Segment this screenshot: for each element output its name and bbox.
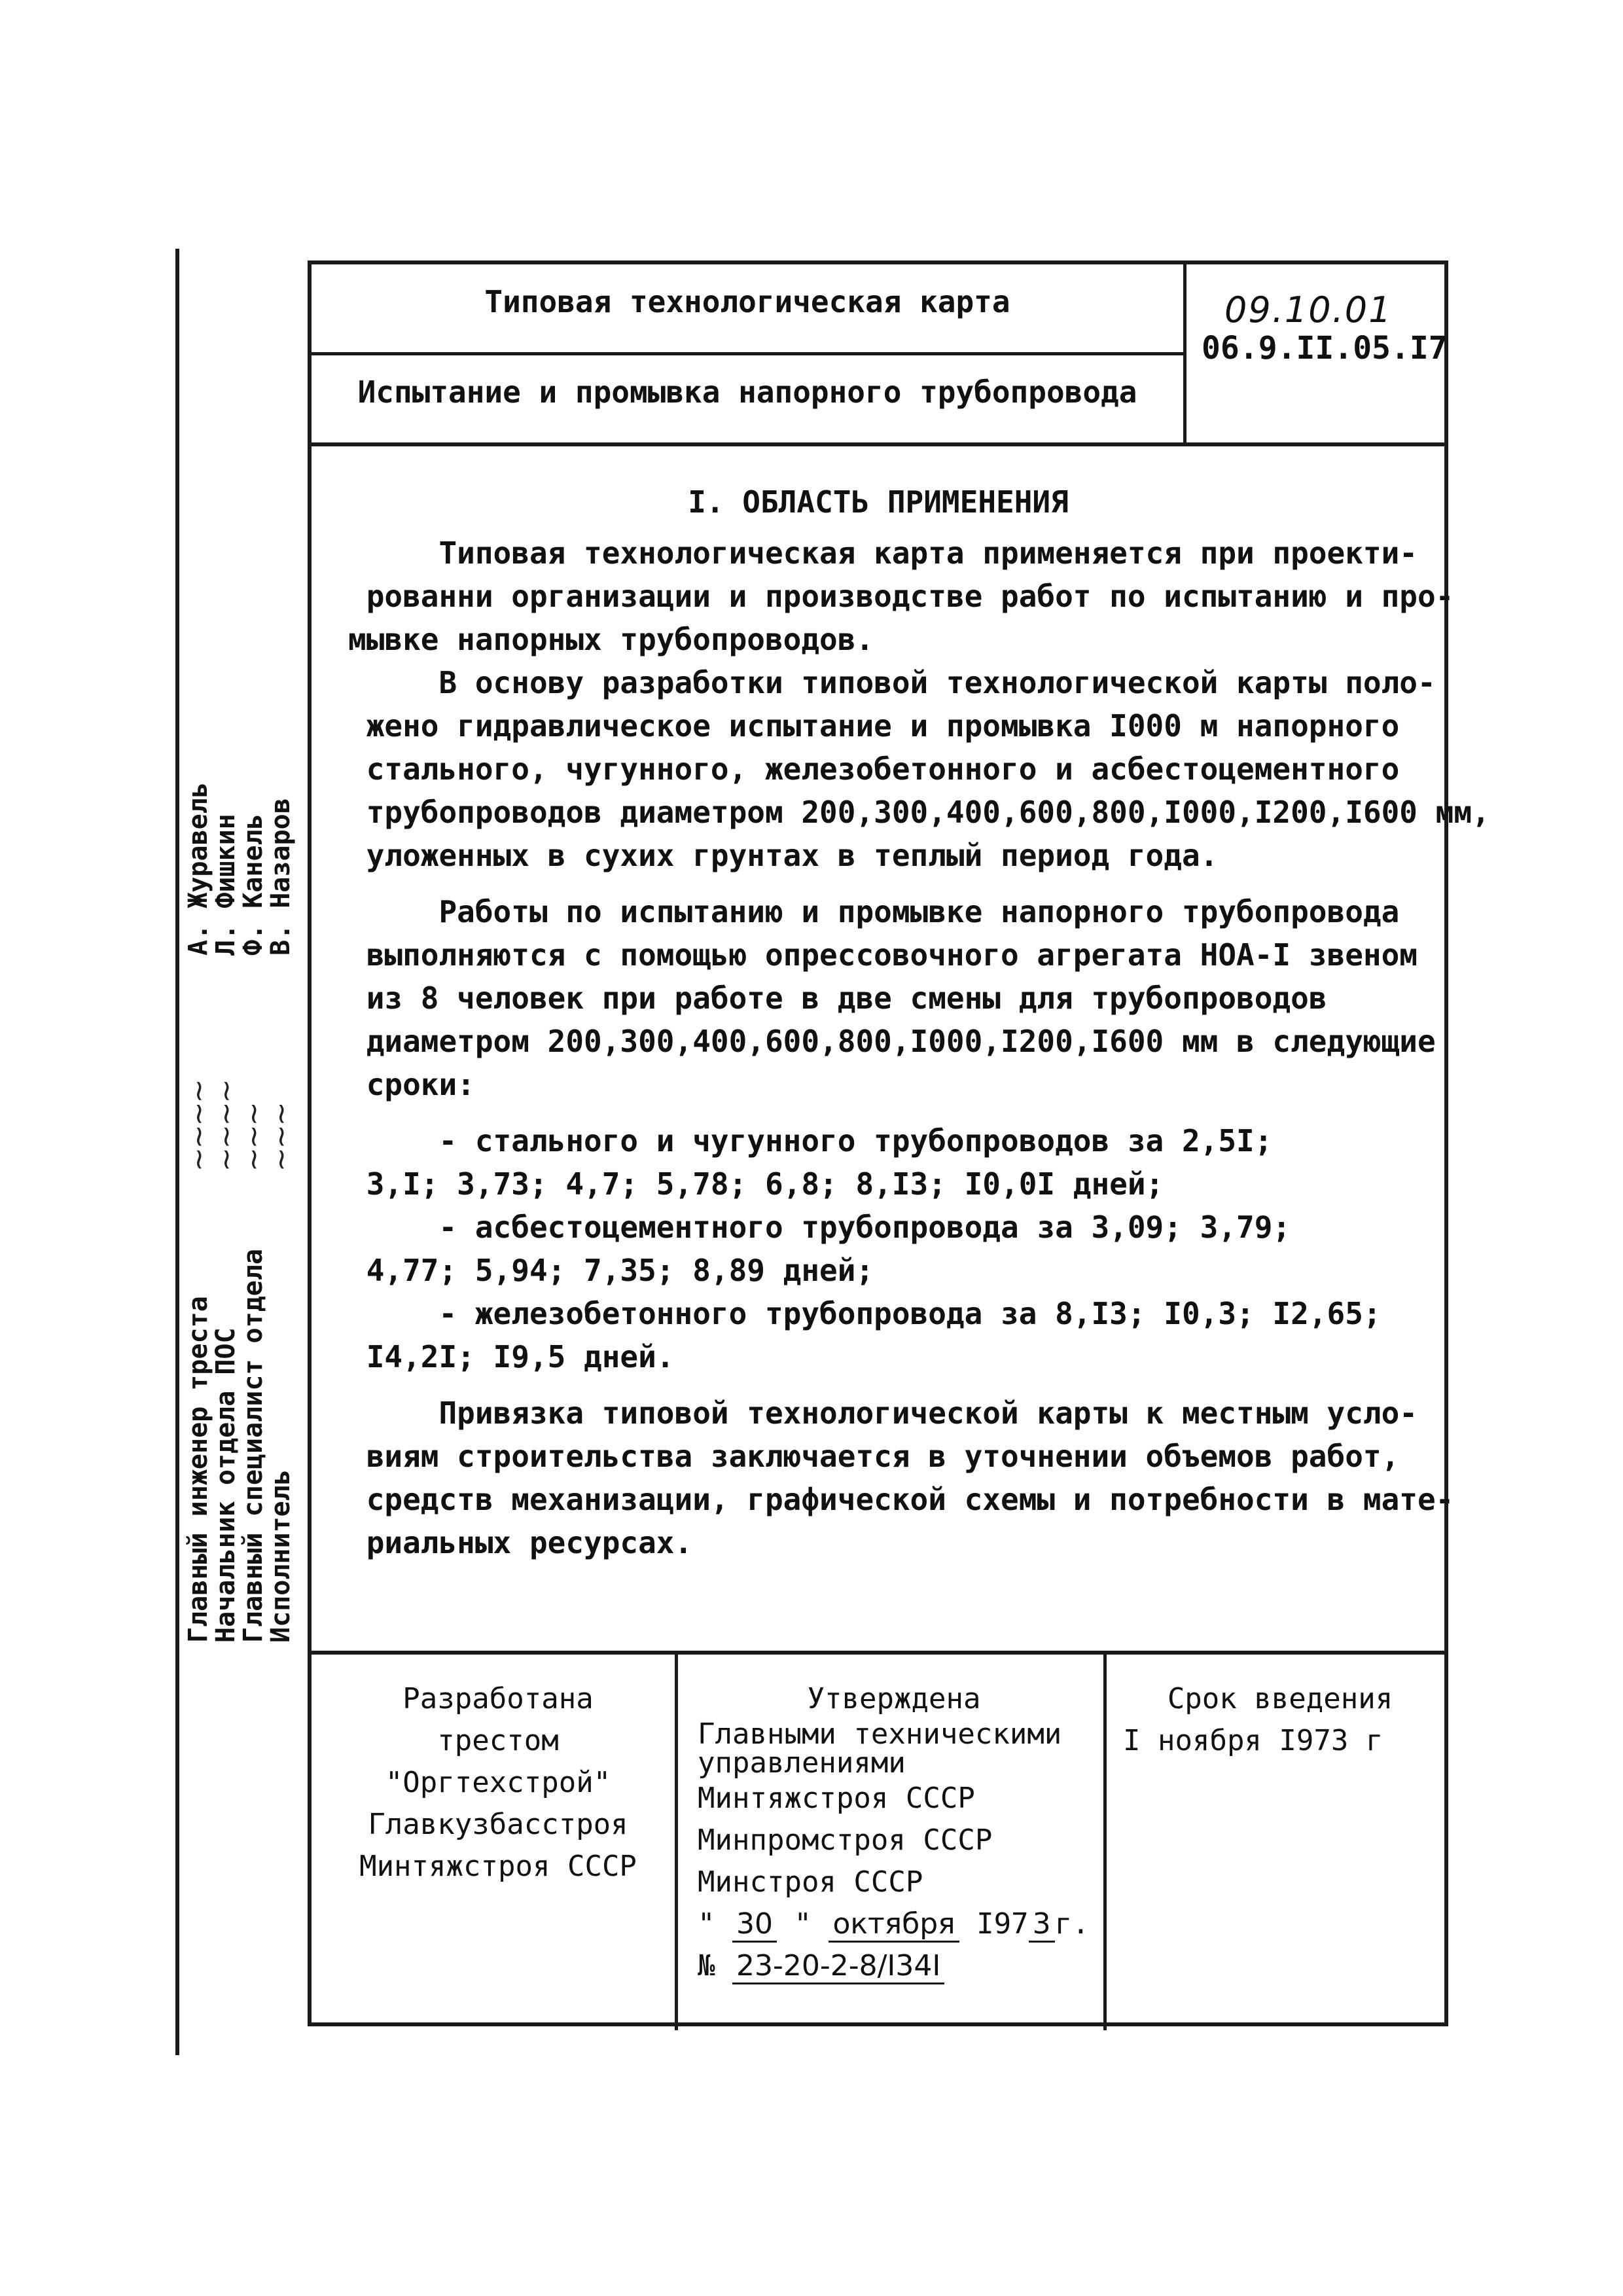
approved-line: Минстроя СССР (698, 1865, 923, 1899)
effective-date-block (1123, 1678, 1437, 1762)
body-line: уложенных в сухих грунтах в теплый период года. (348, 838, 1219, 873)
approved-line: Минпромстроя СССР (698, 1823, 993, 1857)
section-heading: I. ОБЛАСТЬ ПРИМЕНЕНИЯ (688, 484, 1069, 520)
handwritten-code: 09.10.01 (1224, 289, 1393, 331)
developed-line: Разработана (402, 1682, 594, 1715)
body-line: жено гидравлическое испытание и промывка I000 м напорного (348, 708, 1400, 744)
body-line: средств механизации, графической схемы и потребности в мате- (348, 1482, 1454, 1517)
developed-line: трестом (437, 1724, 559, 1757)
date-year-digit: 3 (1029, 1907, 1055, 1943)
signature: ~~~ (236, 1103, 270, 1172)
signatory-row (264, 661, 298, 1643)
section-body (348, 480, 1490, 1564)
document-frame (308, 260, 1490, 2026)
body-line: трубопроводов диаметром 200,300,400,600,800,I000,I200,I600 мм, (348, 795, 1490, 830)
number-value: 23-20-2-8/I34I (732, 1949, 944, 1984)
body-line: виям строительства заключается в уточнении объемов работ, (348, 1439, 1400, 1474)
body-line: 3,I; 3,73; 4,7; 5,78; 6,8; 8,I3; I0,0I дней; (348, 1166, 1164, 1202)
body-line: сроки: (348, 1067, 475, 1102)
document-title: Типовая технологическая карта (484, 284, 1010, 319)
approved-line: Главными техническими (698, 1717, 1062, 1751)
signatory-name: В. Назаров (266, 798, 296, 956)
developed-line: Главкузбасстроя (368, 1808, 628, 1841)
signatory-row (181, 661, 215, 1643)
effective-date: I ноября I973 г (1123, 1724, 1383, 1757)
signatory-role: Начальник отдела ПОС (211, 1327, 241, 1643)
header-divider (312, 352, 1183, 355)
binding-rule (175, 249, 179, 2055)
body-line: из 8 человек при работе в две смены для трубопроводов (348, 980, 1327, 1016)
footer-rule (312, 1651, 1444, 1655)
body-line: В основу разработки типовой технологической карты поло- (348, 665, 1436, 700)
body-line: стального, чугунного, железобетонного и асбестоцементного (348, 751, 1400, 787)
header-divider (1183, 264, 1186, 442)
signature: ~~~~ (181, 1080, 215, 1172)
body-line: выполняются с помощью опрессовочного агрегата НОА-I звеном (348, 937, 1418, 973)
signatories-block (181, 661, 298, 1643)
body-line: - железобетонного трубопровода за 8,I3; I0,3; I2,65; (348, 1296, 1382, 1331)
signature: ~~~ (264, 1103, 298, 1172)
header-bottom-rule (312, 442, 1444, 446)
signatory-name: А. Журавель (183, 782, 213, 956)
footer-divider (1103, 1651, 1107, 2030)
date-month: октября (829, 1907, 959, 1943)
date-quote-close: " (776, 1907, 829, 1941)
signatory-role: Главный инженер треста (183, 1296, 213, 1643)
footer-divider (675, 1651, 678, 2030)
signatory-row (236, 661, 270, 1643)
signatory-name: Ф. Канель (238, 814, 268, 956)
body-line: Привязка типовой технологической карты к местным усло- (348, 1395, 1418, 1431)
date-day: 30 (732, 1907, 777, 1943)
date-quote-open: " (698, 1907, 732, 1941)
body-line: рованни организации и производстве работ по испытанию и про- (348, 579, 1454, 614)
signatory-role: Исполнитель (266, 1469, 296, 1643)
document-code: 06.9.II.05.I7 (1202, 330, 1448, 367)
body-line: риальных ресурсах. (348, 1525, 693, 1560)
body-line: - асбестоцементного трубопровода за 3,09; 3,79; (348, 1210, 1291, 1245)
number-sign: № (698, 1949, 732, 1982)
body-line: мывке напорных трубопроводов. (348, 622, 874, 657)
effective-heading: Срок введения (1167, 1682, 1393, 1715)
paragraph-gap (348, 877, 1408, 890)
approval-number (698, 1945, 1090, 1987)
signatory-row (209, 661, 243, 1643)
paragraph-gap (348, 1106, 1408, 1119)
signature: ~~~~ (209, 1080, 243, 1172)
body-line: диаметром 200,300,400,600,800,I000,I200,I600 мм в следующие (348, 1024, 1436, 1059)
body-line: Типовая технологическая карта применяется при проекти- (348, 535, 1418, 571)
body-line: - стального и чугунного трубопроводов за 2,5I; (348, 1123, 1273, 1158)
signatory-role: Главный специалист отдела (238, 1248, 268, 1643)
approved-line: управлениями (698, 1746, 906, 1780)
paragraph-gap (348, 1378, 1408, 1391)
date-year-prefix: I97 (959, 1907, 1029, 1941)
developed-by-block (338, 1678, 658, 1888)
signatory-name: Л. Фишкин (211, 814, 241, 956)
body-line: I4,2I; I9,5 дней. (348, 1339, 675, 1374)
developed-line: Минтяжстроя СССР (359, 1850, 637, 1883)
approved-heading: Утверждена (807, 1682, 981, 1715)
approval-date (698, 1903, 1090, 1945)
document-subtitle: Испытание и промывка напорного трубопровода (357, 374, 1137, 410)
body-line: 4,77; 5,94; 7,35; 8,89 дней; (348, 1253, 874, 1288)
date-year-suffix: г. (1054, 1907, 1090, 1941)
developed-line: "Оргтехстрой" (385, 1766, 611, 1799)
approved-by-block (698, 1678, 1090, 1987)
body-line: Работы по испытанию и промывке напорного трубопровода (348, 894, 1400, 929)
approved-line: Минтяжстроя СССР (698, 1782, 975, 1815)
